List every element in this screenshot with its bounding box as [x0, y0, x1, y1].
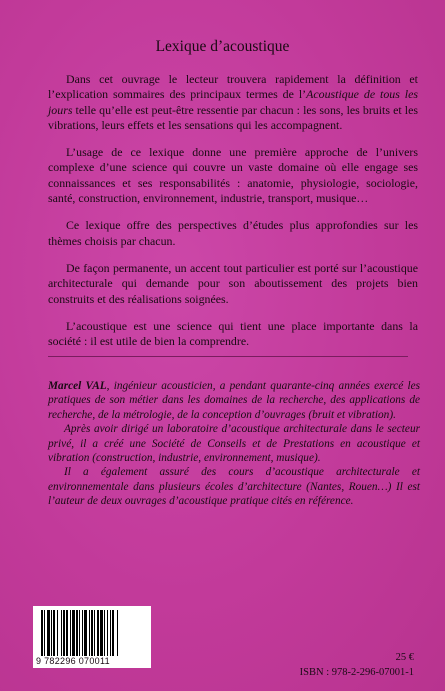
bio-paragraph-3: Il a également assuré des cours d’acoustique architecturale et environnementale dans plusieurs écoles d’architecture (Nantes, Rouen…) Il est l’auteur de deux ouvrages d’acoustique pratique cités en référence.	[48, 466, 420, 508]
blurb-paragraph-1-end: telle qu’elle est peut-être ressentie par chacun : les sons, les bruits et les vibrations, leurs effets et les sensations qui les accompagnent.	[48, 102, 418, 132]
barcode-digits: 9 782296 070011	[36, 656, 110, 666]
blurb-paragraph-3: Ce lexique offre des perspectives d’études plus approfondies sur les thèmes choisis par chacun.	[48, 218, 418, 248]
price: 25 €	[395, 652, 414, 663]
book-title: Lexique d’acoustique	[155, 38, 290, 55]
blurb-paragraph-2: L’usage de ce lexique donne une première approche de l’univers complexe d’une science qui couvre un vaste domaine où elle engage ses connaissances et ses responsabilités : anatomie, physiologie, sociologie, santé, construction, environnement, industrie, transport, musique…	[48, 145, 418, 206]
blurb-italic-title: Acoustique de tous les jours	[48, 87, 419, 117]
barcode-icon	[41, 610, 145, 656]
blurb-paragraph-1	[48, 72, 418, 133]
bio-paragraph-1	[48, 379, 420, 422]
blurb-paragraph-4: De façon permanente, un accent tout particulier est porté sur l’acoustique architecturale qui demande pour son aboutissement des projets bien construits et des réalisations soignées.	[48, 260, 418, 306]
bio-paragraph-1-rest: , ingénieur acousticien, a pendant quarante-cinq années exercé les pratiques de son métier dans les domaines de la recherche, des applications de recherche, de la métrologie, de la conception d’ouvrages (bruit et vibration).	[48, 380, 421, 421]
author-name: Marcel VAL	[48, 380, 107, 392]
author-bio	[48, 379, 420, 509]
bio-paragraph-2: Après avoir dirigé un laboratoire d’acoustique architecturale dans le secteur privé, il a créé une Société de Conseils et de Prestations en acoustique et vibration (construction, industrie, environnement, musique).	[48, 423, 420, 465]
blurb-paragraph-1-start: Dans cet ouvrage le lecteur trouvera rapidement la définition et l’explication sommaires des principaux termes de l’	[48, 72, 418, 102]
blurb	[48, 72, 418, 361]
barcode	[33, 606, 151, 668]
isbn: ISBN : 978-2-296-07001-1	[299, 667, 414, 678]
blurb-paragraph-5: L’acoustique est une science qui tient une place importante dans la société : il est utile de bien la comprendre.	[48, 318, 418, 349]
divider	[48, 356, 408, 357]
